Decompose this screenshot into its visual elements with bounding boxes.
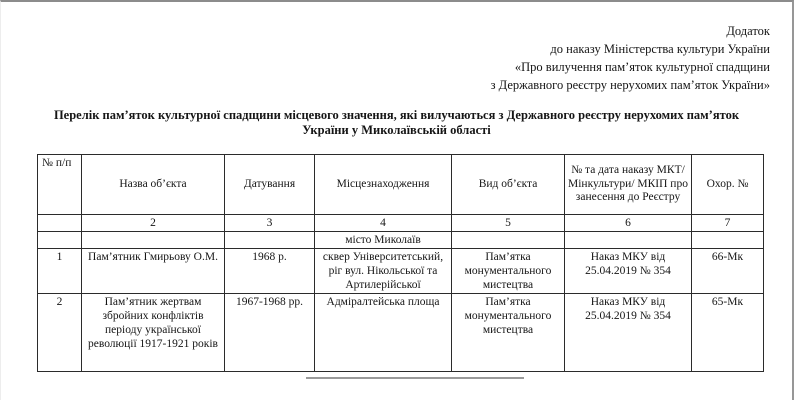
empty-cell [565, 232, 692, 249]
empty-cell [452, 232, 565, 249]
table-header-row [38, 155, 764, 215]
cell-dating: 1968 р. [225, 249, 315, 294]
cell-name: Пам’ятник Гмирьову О.М. [82, 249, 225, 294]
column-number-cell: 5 [452, 215, 565, 232]
separator-line [306, 377, 524, 379]
appendix-line: до наказу Міністерства культури України [550, 42, 770, 56]
column-number-row [38, 215, 764, 232]
column-header-object-type: Вид об’єкта [452, 155, 565, 215]
table-row [38, 294, 764, 372]
column-header-name: Назва об’єкта [82, 155, 225, 215]
column-header-dating: Датування [225, 155, 315, 215]
appendix-note [491, 22, 770, 94]
appendix-line: з Державного реєстру нерухомих пам’яток України» [490, 78, 770, 92]
empty-cell [38, 232, 82, 249]
section-row [38, 232, 764, 249]
column-header-num: № п/п [38, 155, 82, 215]
cell-order: Наказ МКУ від 25.04.2019 № 354 [565, 249, 692, 294]
cell-protection-no: 65-Мк [692, 294, 764, 372]
page-title: Перелік пам’яток культурної спадщини місцевого значення, які вилучаються з Державного реєстру нерухомих пам’яток України у Миколаївській області [53, 108, 740, 137]
table-row [38, 249, 764, 294]
cell-name: Пам’ятник жертвам збройних конфліктів періоду української революції 1917-1921 років [82, 294, 225, 372]
cell-location: Адміралтейська площа [315, 294, 452, 372]
column-header-protection-no: Охор. № [692, 155, 764, 215]
empty-cell [225, 232, 315, 249]
appendix-line: «Про вилучення пам’яток культурної спадщини [514, 60, 770, 74]
cell-num: 1 [38, 249, 82, 294]
cell-order: Наказ МКУ від 25.04.2019 № 354 [565, 294, 692, 372]
column-number-cell: 7 [692, 215, 764, 232]
cell-dating: 1967-1968 рр. [225, 294, 315, 372]
appendix-line: Додаток [726, 24, 770, 38]
cell-protection-no: 66-Мк [692, 249, 764, 294]
empty-cell [692, 232, 764, 249]
cell-num: 2 [38, 294, 82, 372]
section-label-cell: місто Миколаїв [315, 232, 452, 249]
empty-cell [82, 232, 225, 249]
column-number-cell: 6 [565, 215, 692, 232]
cell-location: сквер Університетський, ріг вул. Нікольської та Артилерійської [315, 249, 452, 294]
column-number-cell: 2 [82, 215, 225, 232]
column-number-cell: 3 [225, 215, 315, 232]
column-header-location: Місцезнаходження [315, 155, 452, 215]
column-number-cell [38, 215, 82, 232]
column-number-cell: 4 [315, 215, 452, 232]
cell-object-type: Пам’ятка монументального мистецтва [452, 249, 565, 294]
cell-object-type: Пам’ятка монументального мистецтва [452, 294, 565, 372]
column-header-order: № та дата наказу МКТ/Мінкультури/ МКІП про занесення до Реєстру [565, 155, 692, 215]
monuments-table [37, 154, 764, 372]
